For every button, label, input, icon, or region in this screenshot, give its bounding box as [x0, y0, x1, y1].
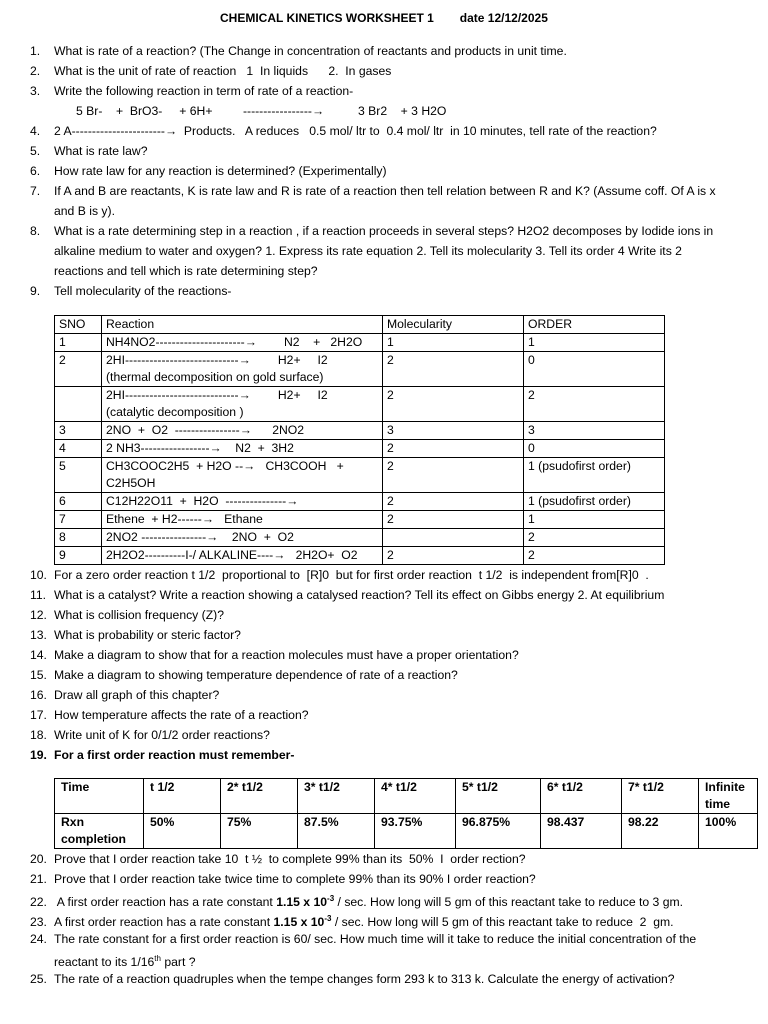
question-10: 10. For a zero order reaction t 1/2 proportional to [R]0 but for first order reaction t 1/2 is independent from[R]0 . [30, 568, 649, 582]
question-22: 22. A first order reaction has a rate constant 1.15 x $10^{-3}$ / sec. How long will 5 gm of this reactant take to reduce to 3 gm. [30, 894, 684, 910]
question-2: 2. What is the unit of rate of reaction 1 In liquids 2. In gases [30, 64, 392, 78]
question-18: 18. Write unit of K for 0/1/2 order reactions? [30, 728, 270, 742]
table-row: 9 2H2O2----------I-/ ALKALINE----→ 2H2O+ O2 2 2 [55, 547, 665, 565]
date-text: date 12/12/2025 [459, 11, 548, 25]
question-24-continued: reactant to its 1/16th part ? [54, 954, 196, 970]
title-text: CHEMICAL KINETICS WORKSHEET 1 [220, 11, 434, 25]
question-13: 13. What is probability or steric factor? [30, 628, 241, 642]
molecularity-table [54, 315, 665, 565]
question-24: 24. The rate constant for a first order reaction is 60/ sec. How much time will it take to reduce the initial concentration of the [30, 932, 697, 946]
table-row-time: Time t 1/2 2* t1/2 3* t1/2 4* t1/2 5* t1/2 6* t1/2 7* t1/2 Infinite time [55, 779, 758, 814]
question-20: 20. Prove that I order reaction take 10 t ½ to complete 99% than its 50% I order rection? [30, 852, 526, 866]
table-row: 3 2NO + O2 ----------------→ 2NO2 3 3 [55, 422, 665, 440]
table-row: 7 Ethene + H2------→ Ethane 2 1 [55, 511, 665, 529]
table-row: 4 2 NH3-----------------→ N2 + 3H2 2 0 [55, 440, 665, 458]
table-row: 8 2NO2 ----------------→ 2NO + O2 2 [55, 529, 665, 547]
question-8-continued-1: alkaline medium to water and oxygen? 1. Express its rate equation 2. Tell its molecularity 3. Tell its order 4 Write its 2 [54, 244, 682, 258]
table-row: 1 NH4NO2----------------------→ N2 + 2H2O 1 1 [55, 334, 665, 352]
question-23: 23. A first order reaction has a rate constant 1.15 x $10^{-3}$ / sec. How long will 5 gm of this reactant take to reduce 2 gm. [30, 914, 674, 930]
question-5: 5. What is rate law? [30, 144, 148, 158]
table-row-completion: Rxn completion 50% 75% 87.5% 93.75% 96.875% 98.437 98.22 100% [55, 814, 758, 849]
header-reaction: Reaction [102, 316, 383, 334]
question-16: 16. Draw all graph of this chapter? [30, 688, 220, 702]
first-order-completion-table [54, 778, 758, 849]
header-order: ORDER [524, 316, 665, 334]
question-25: 25. The rate of a reaction quadruples when the tempe changes form 293 k to 313 k. Calculate the energy of activation? [30, 972, 675, 986]
table-row: 5 CH3COOC2H5 + H2O --→ CH3COOH + C2H5OH 2 1 (psudofirst order) [55, 458, 665, 493]
table-header-row [55, 316, 665, 334]
question-6: 6. How rate law for any reaction is determined? (Experimentally) [30, 164, 387, 178]
question-11: 11. What is a catalyst? Write a reaction showing a catalysed reaction? Tell its effect on Gibbs energy 2. At equilibrium [30, 588, 665, 602]
question-14: 14. Make a diagram to show that for a reaction molecules must have a proper orientation? [30, 648, 519, 662]
question-3: 3. Write the following reaction in term of rate of a reaction- [30, 84, 354, 98]
header-molecularity: Molecularity [383, 316, 524, 334]
header-sno: SNO [55, 316, 102, 334]
worksheet-title [220, 11, 548, 25]
question-21: 21. Prove that I order reaction take twice time to complete 99% than its 90% I order reaction? [30, 872, 536, 886]
table-row: 2 2HI----------------------------→ H2+ I2 (thermal decomposition on gold surface) 2 0 [55, 352, 665, 387]
question-15: 15. Make a diagram to showing temperature dependence of rate of a reaction? [30, 668, 458, 682]
question-8: 8. What is a rate determining step in a reaction , if a reaction proceeds in several steps? H2O2 decomposes by Iodide ions in [30, 224, 714, 238]
question-9: 9. Tell molecularity of the reactions- [30, 284, 232, 298]
question-7: 7. If A and B are reactants, K is rate law and R is rate of a reaction then tell relation between R and K? (Assume coff. Of A is x [30, 184, 716, 198]
question-1: 1. What is rate of a reaction? (The Change in concentration of reactants and products in unit time. [30, 44, 567, 58]
question-19: 19. For a first order reaction must remember- [30, 748, 295, 762]
question-17: 17. How temperature affects the rate of a reaction? [30, 708, 309, 722]
table-row: 2HI----------------------------→ H2+ I2 (catalytic decomposition ) 2 2 [55, 387, 665, 422]
question-12: 12. What is collision frequency (Z)? [30, 608, 225, 622]
question-3-equation: 5 Br- + BrO3- + 6H+ -----------------→ 3 Br2 + 3 H2O [76, 104, 447, 118]
table-row: 6 C12H22O11 + H2O ---------------→ 2 1 (psudofirst order) [55, 493, 665, 511]
question-8-continued-2: reactions and tell which is rate determining step? [54, 264, 318, 278]
question-4: 4. 2 A-----------------------→ Products. A reduces 0.5 mol/ ltr to 0.4 mol/ ltr in 10 minutes, tell rate of the reaction? [30, 124, 657, 138]
question-7-continued: and B is y). [54, 204, 115, 218]
